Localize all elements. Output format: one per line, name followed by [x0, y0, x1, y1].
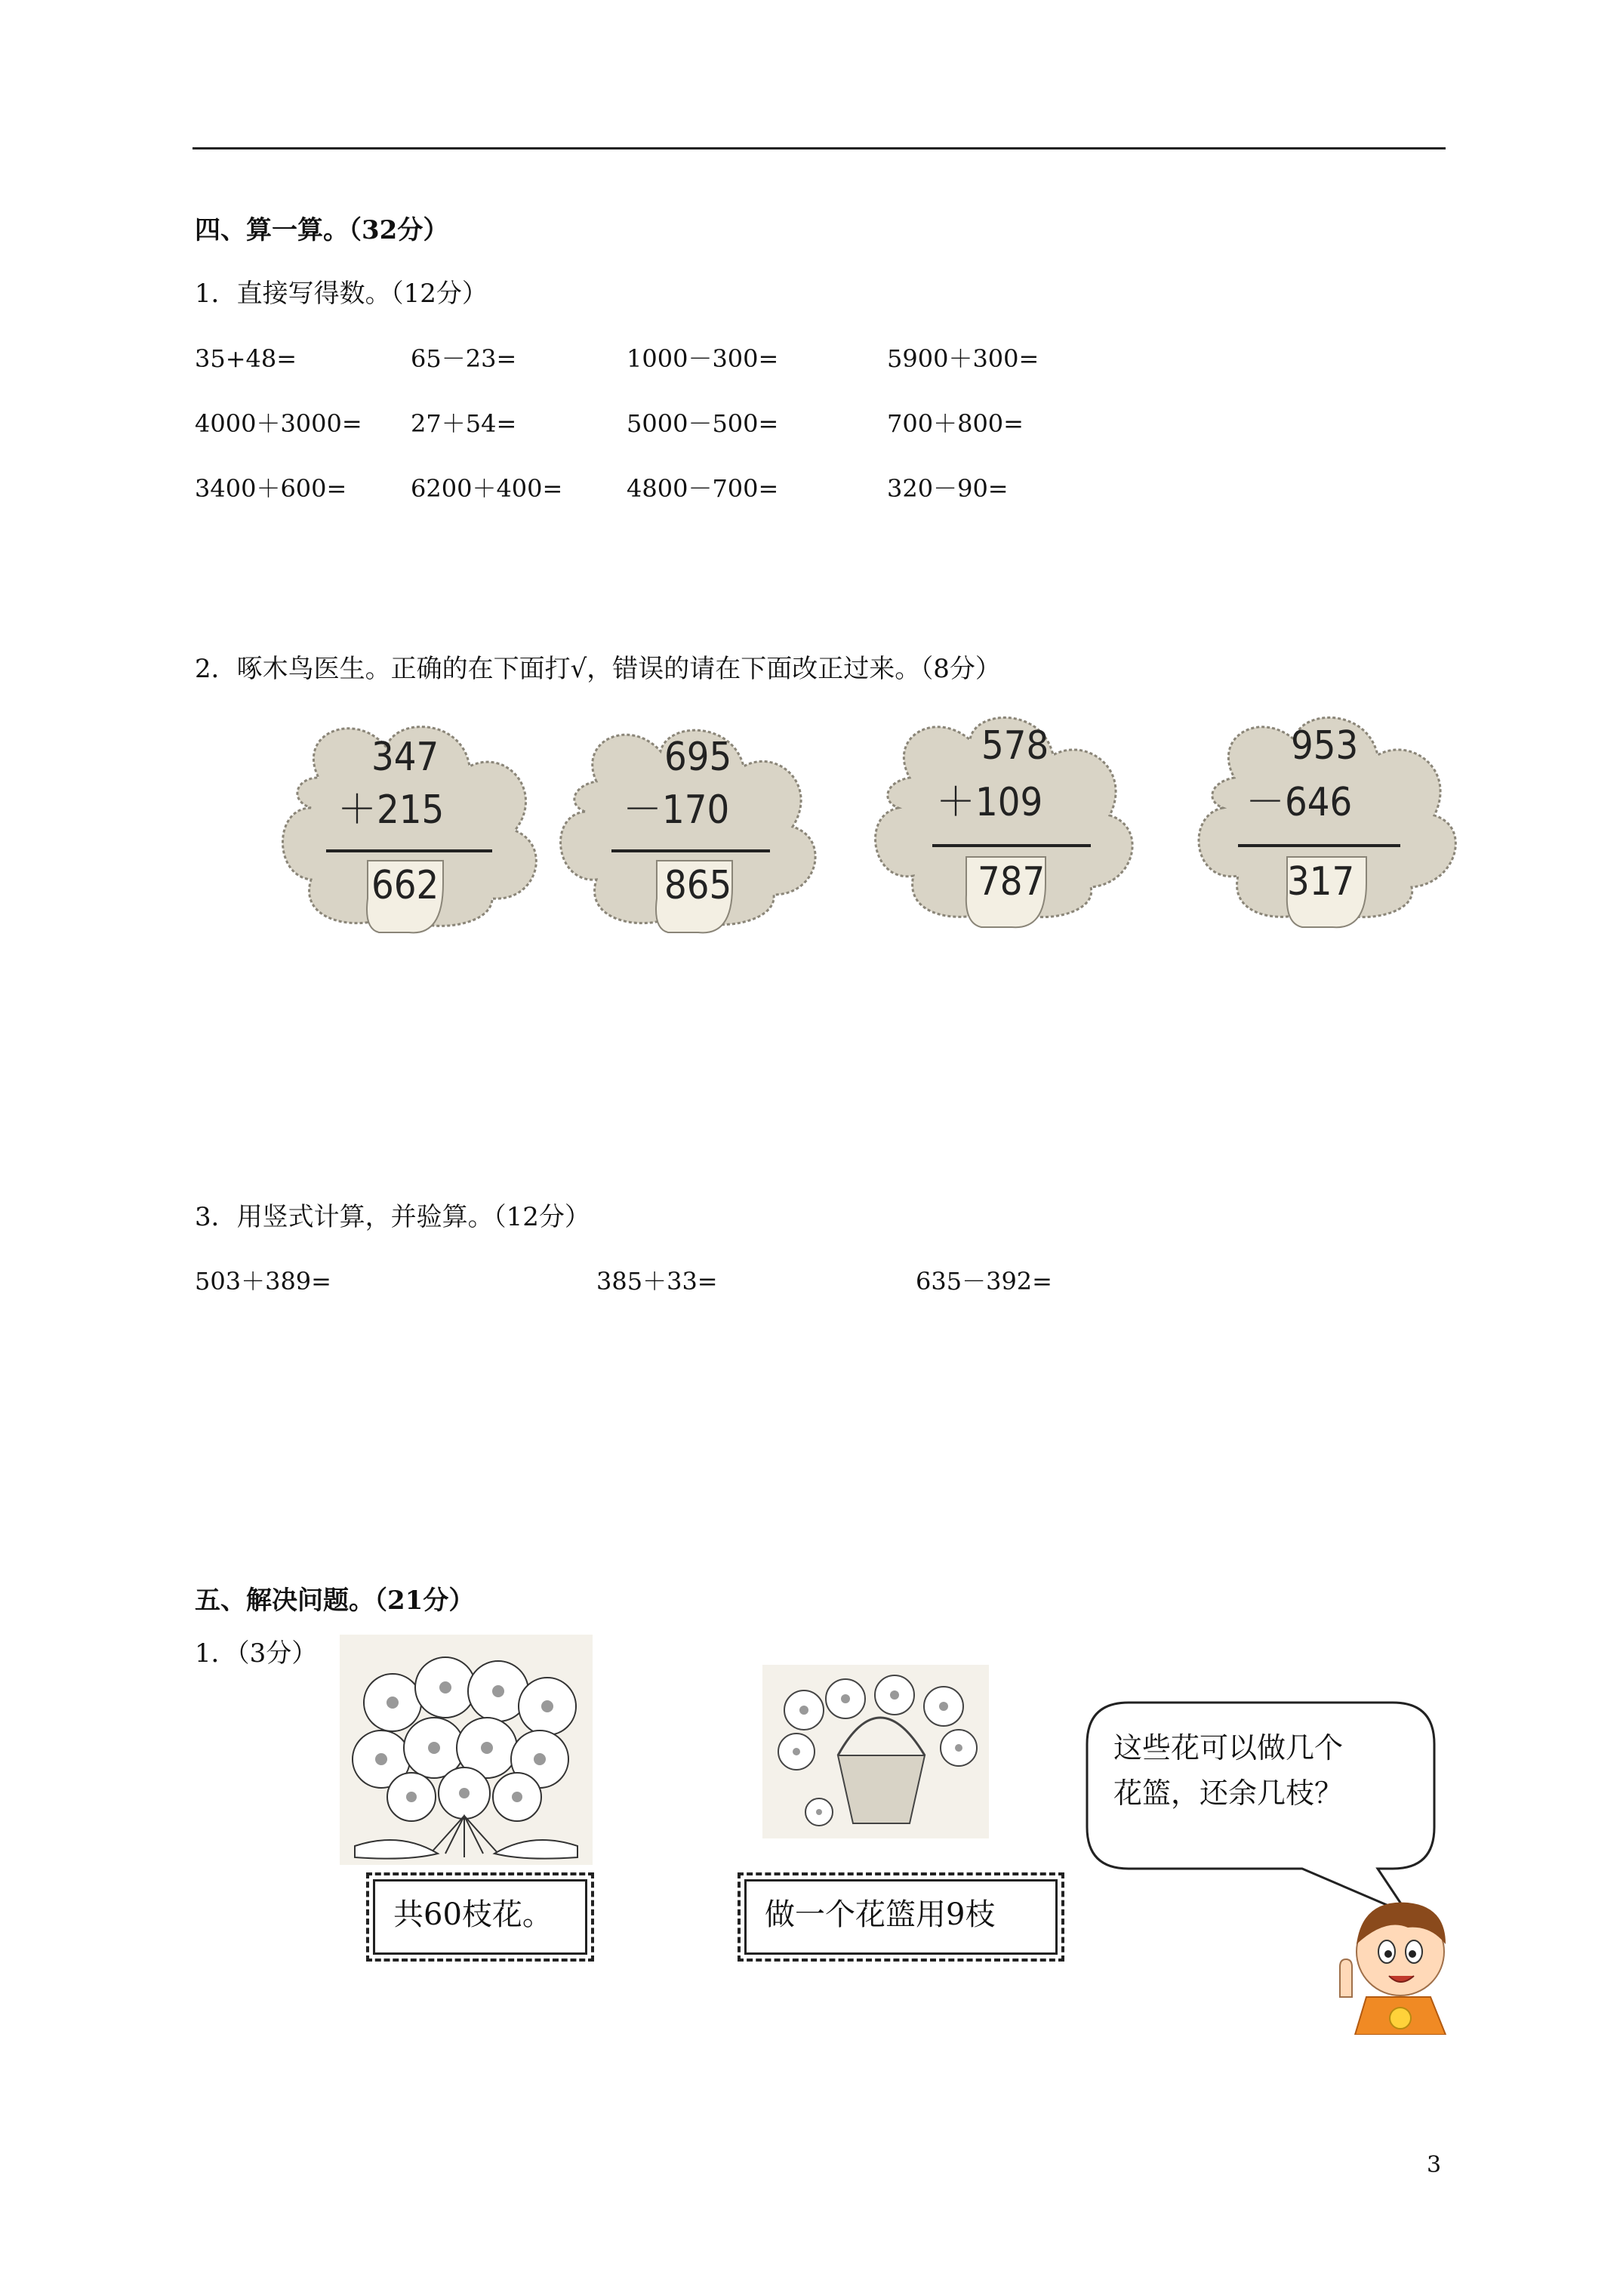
problem-operand: ＋215 — [337, 787, 445, 833]
problem-result: 865 — [664, 863, 732, 908]
problem-result: 787 — [978, 859, 1046, 905]
equation: 4800－700= — [627, 474, 779, 503]
vertical-problem-2 — [544, 702, 830, 936]
equation: 35+48= — [195, 344, 297, 373]
equation: 700＋800= — [887, 409, 1024, 438]
equation: 635－392= — [916, 1267, 1052, 1296]
vertical-problem-4 — [1181, 695, 1468, 929]
vertical-problem-3 — [861, 695, 1147, 929]
per-basket-box: 做一个花篮用9枝 — [738, 1872, 1064, 1962]
problem-result: 662 — [371, 863, 439, 908]
page-number: 3 — [1427, 2152, 1442, 2178]
equation: 5000－500= — [627, 409, 779, 438]
flower-bouquet-image — [340, 1635, 593, 1865]
equation: 6200＋400= — [411, 474, 563, 503]
problem-operand: ＋109 — [936, 780, 1043, 825]
equation: 65－23= — [411, 344, 517, 373]
boy-character-image — [1325, 1884, 1453, 2035]
bubble-line-2: 花篮，还余几枝？ — [1113, 1777, 1344, 1810]
equation: 1000－300= — [627, 344, 779, 373]
total-flowers-box: 共60枝花。 — [366, 1872, 594, 1962]
vertical-problem-1 — [266, 702, 553, 936]
problem-top: 695 — [664, 735, 732, 780]
problem-top: 953 — [1291, 723, 1359, 769]
equation: 320－90= — [887, 474, 1009, 503]
section5-title: 五、解决问题。（21分） — [195, 1586, 475, 1616]
equation: 385＋33= — [596, 1267, 718, 1296]
q3-title: 3．用竖式计算，并验算。（12分） — [195, 1202, 590, 1232]
equation: 4000＋3000= — [195, 409, 362, 438]
problem-result: 317 — [1287, 859, 1355, 905]
problem-operand: －170 — [623, 787, 730, 833]
flower-basket-image — [762, 1665, 989, 1838]
equation: 27＋54= — [411, 409, 517, 438]
equation: 3400＋600= — [195, 474, 347, 503]
header-rule — [192, 147, 1446, 149]
problem-operand: －646 — [1246, 780, 1353, 825]
q1-title: 1．直接写得数。（12分） — [195, 279, 488, 309]
problem-top: 578 — [981, 723, 1049, 769]
problem-top: 347 — [371, 735, 439, 780]
q2-title: 2．啄木鸟医生。正确的在下面打√，错误的请在下面改正过来。（8分） — [195, 654, 1001, 684]
equation: 503＋389= — [195, 1267, 331, 1296]
bubble-line-1: 这些花可以做几个 — [1113, 1731, 1344, 1764]
problem-label: 1．（3分） — [195, 1638, 318, 1669]
section4-title: 四、算一算。（32分） — [195, 215, 449, 245]
equation: 5900＋300= — [887, 344, 1039, 373]
